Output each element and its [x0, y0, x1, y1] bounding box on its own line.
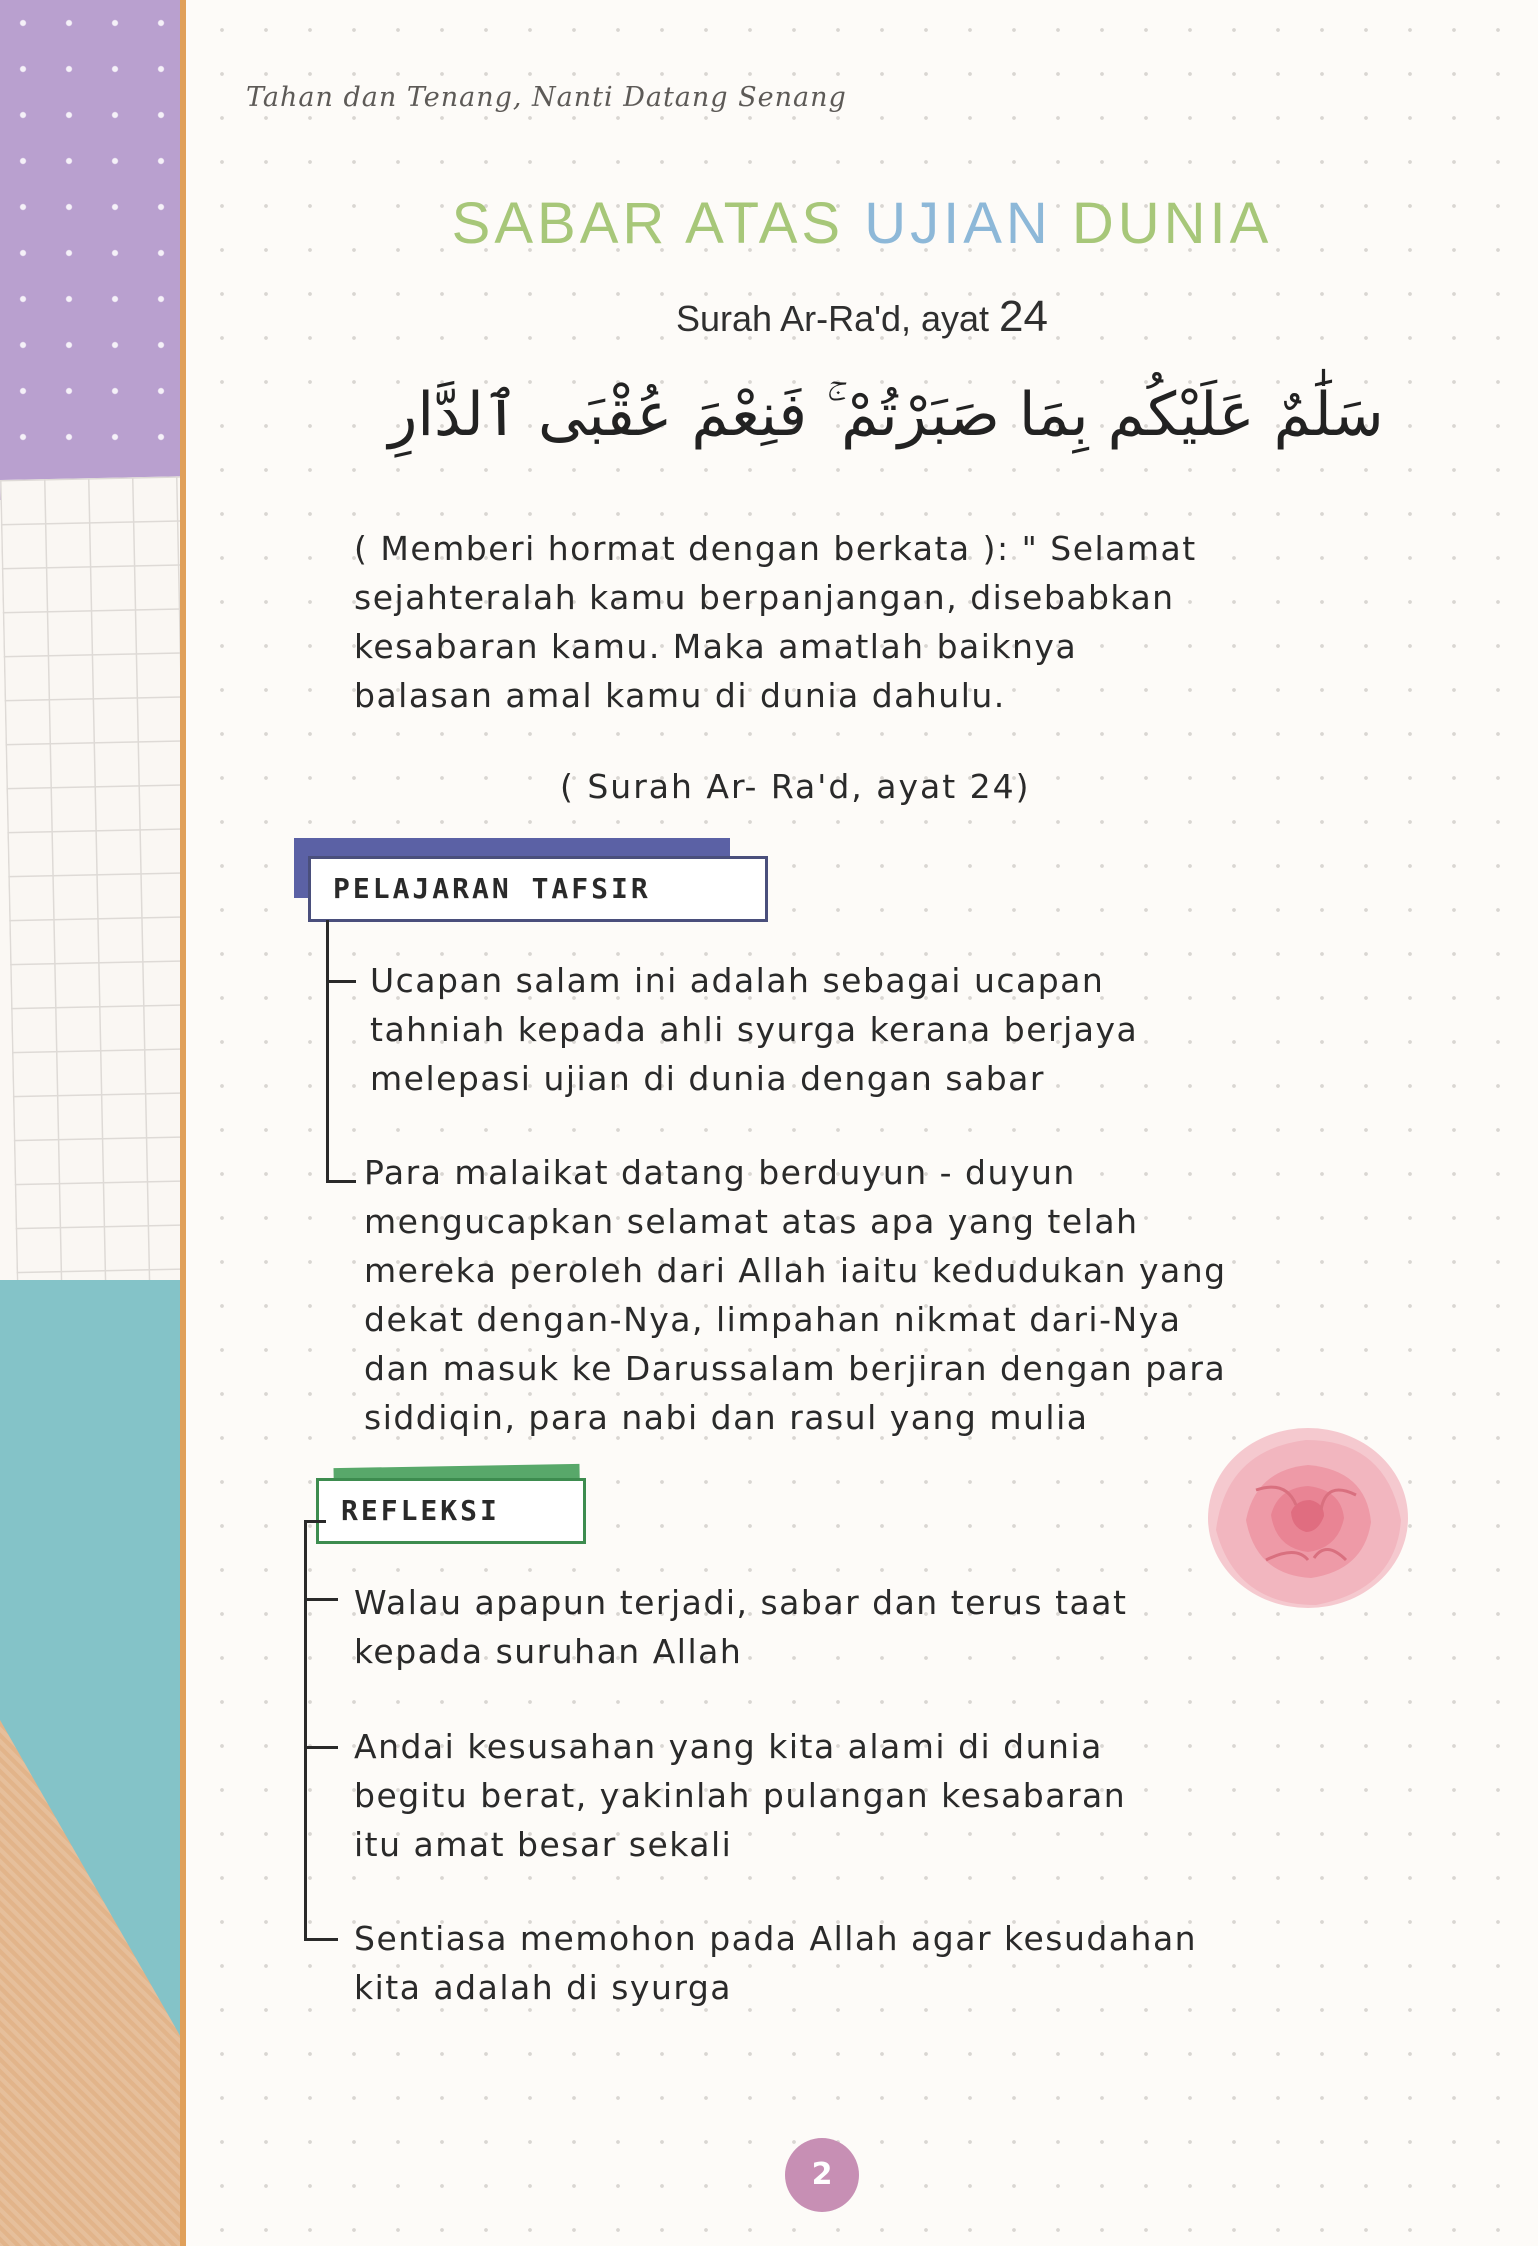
refleksi-line: Sentiasa memohon pada Allah agar kesudahan — [354, 1919, 1198, 1958]
refleksi-line: kepada suruhan Allah — [354, 1632, 743, 1671]
tafsir-line: melepasi ujian di dunia dengan sabar — [370, 1059, 1045, 1098]
tafsir-tick — [326, 980, 356, 983]
refleksi-tick — [304, 1598, 338, 1601]
translation-line: kesabaran kamu. Maka amatlah baiknya — [354, 627, 1078, 666]
refleksi-line: kita adalah di syurga — [354, 1968, 733, 2007]
verse-translation — [354, 524, 1454, 720]
refleksi-tick — [304, 1520, 326, 1523]
tafsir-line: dan masuk ke Darussalam berjiran dengan para — [364, 1349, 1227, 1388]
refleksi-bracket — [304, 1520, 307, 1940]
decorative-side-strip — [0, 0, 180, 2246]
tafsir-line: mengucapkan selamat atas apa yang telah — [364, 1202, 1139, 1241]
grid-paper — [0, 476, 180, 1300]
tafsir-bracket — [326, 920, 329, 1182]
tafsir-tick — [326, 1180, 356, 1183]
tafsir-line: siddiqin, para nabi dan rasul yang mulia — [364, 1398, 1089, 1437]
translation-line: balasan amal kamu di dunia dahulu. — [354, 676, 1006, 715]
subtitle-number: 24 — [999, 292, 1048, 341]
purple-dotted-paper — [0, 0, 180, 500]
title-part-1: SABAR ATAS — [451, 191, 865, 256]
tafsir-item-2 — [364, 1148, 1484, 1442]
tafsir-line: Para malaikat datang berduyun - duyun — [364, 1153, 1076, 1192]
tafsir-line: mereka peroleh dari Allah iaitu kedudukan yang — [364, 1251, 1227, 1290]
refleksi-line: itu amat besar sekali — [354, 1825, 733, 1864]
surah-subtitle — [186, 292, 1538, 342]
translation-line: sejahteralah kamu berpanjangan, disebabkan — [354, 578, 1175, 617]
refleksi-heading: REFLEKSI — [316, 1478, 586, 1544]
refleksi-item-3 — [354, 1914, 1474, 2012]
arabic-verse: سَلَٰمٌ عَلَيْكُم بِمَا صَبَرْتُمْ ۚ فَنِعْمَ عُقْبَى ٱلدَّارِ — [388, 380, 1384, 450]
tafsir-line: tahniah kepada ahli syurga kerana berjaya — [370, 1010, 1139, 1049]
page-number-badge: 2 — [785, 2138, 859, 2212]
tafsir-line: dekat dengan-Nya, limpahan nikmat dari-Nya — [364, 1300, 1182, 1339]
notebook-page — [186, 0, 1538, 2246]
tafsir-item-1 — [370, 956, 1490, 1103]
refleksi-line: Andai kesusahan yang kita alami di dunia — [354, 1727, 1103, 1766]
title-part-2: UJIAN — [864, 191, 1052, 256]
refleksi-line: Walau apapun terjadi, sabar dan terus taat — [354, 1583, 1128, 1622]
tafsir-line: Ucapan salam ini adalah sebagai ucapan — [370, 961, 1105, 1000]
subtitle-text: Surah Ar-Ra'd, ayat — [676, 298, 1000, 339]
refleksi-tick — [304, 1938, 338, 1941]
translation-line: ( Memberi hormat dengan berkata ): " Selamat — [354, 529, 1197, 568]
verse-reference: ( Surah Ar- Ra'd, ayat 24) — [560, 767, 1031, 806]
tafsir-heading: PELAJARAN TAFSIR — [308, 856, 768, 922]
refleksi-tick — [304, 1746, 338, 1749]
rose-illustration — [1196, 1410, 1416, 1620]
refleksi-line: begitu berat, yakinlah pulangan kesabaran — [354, 1776, 1127, 1815]
title-part-3: DUNIA — [1051, 191, 1273, 256]
refleksi-item-2 — [354, 1722, 1474, 1869]
page-title — [186, 190, 1538, 257]
running-title: Tahan dan Tenang, Nanti Datang Senang — [246, 82, 847, 113]
